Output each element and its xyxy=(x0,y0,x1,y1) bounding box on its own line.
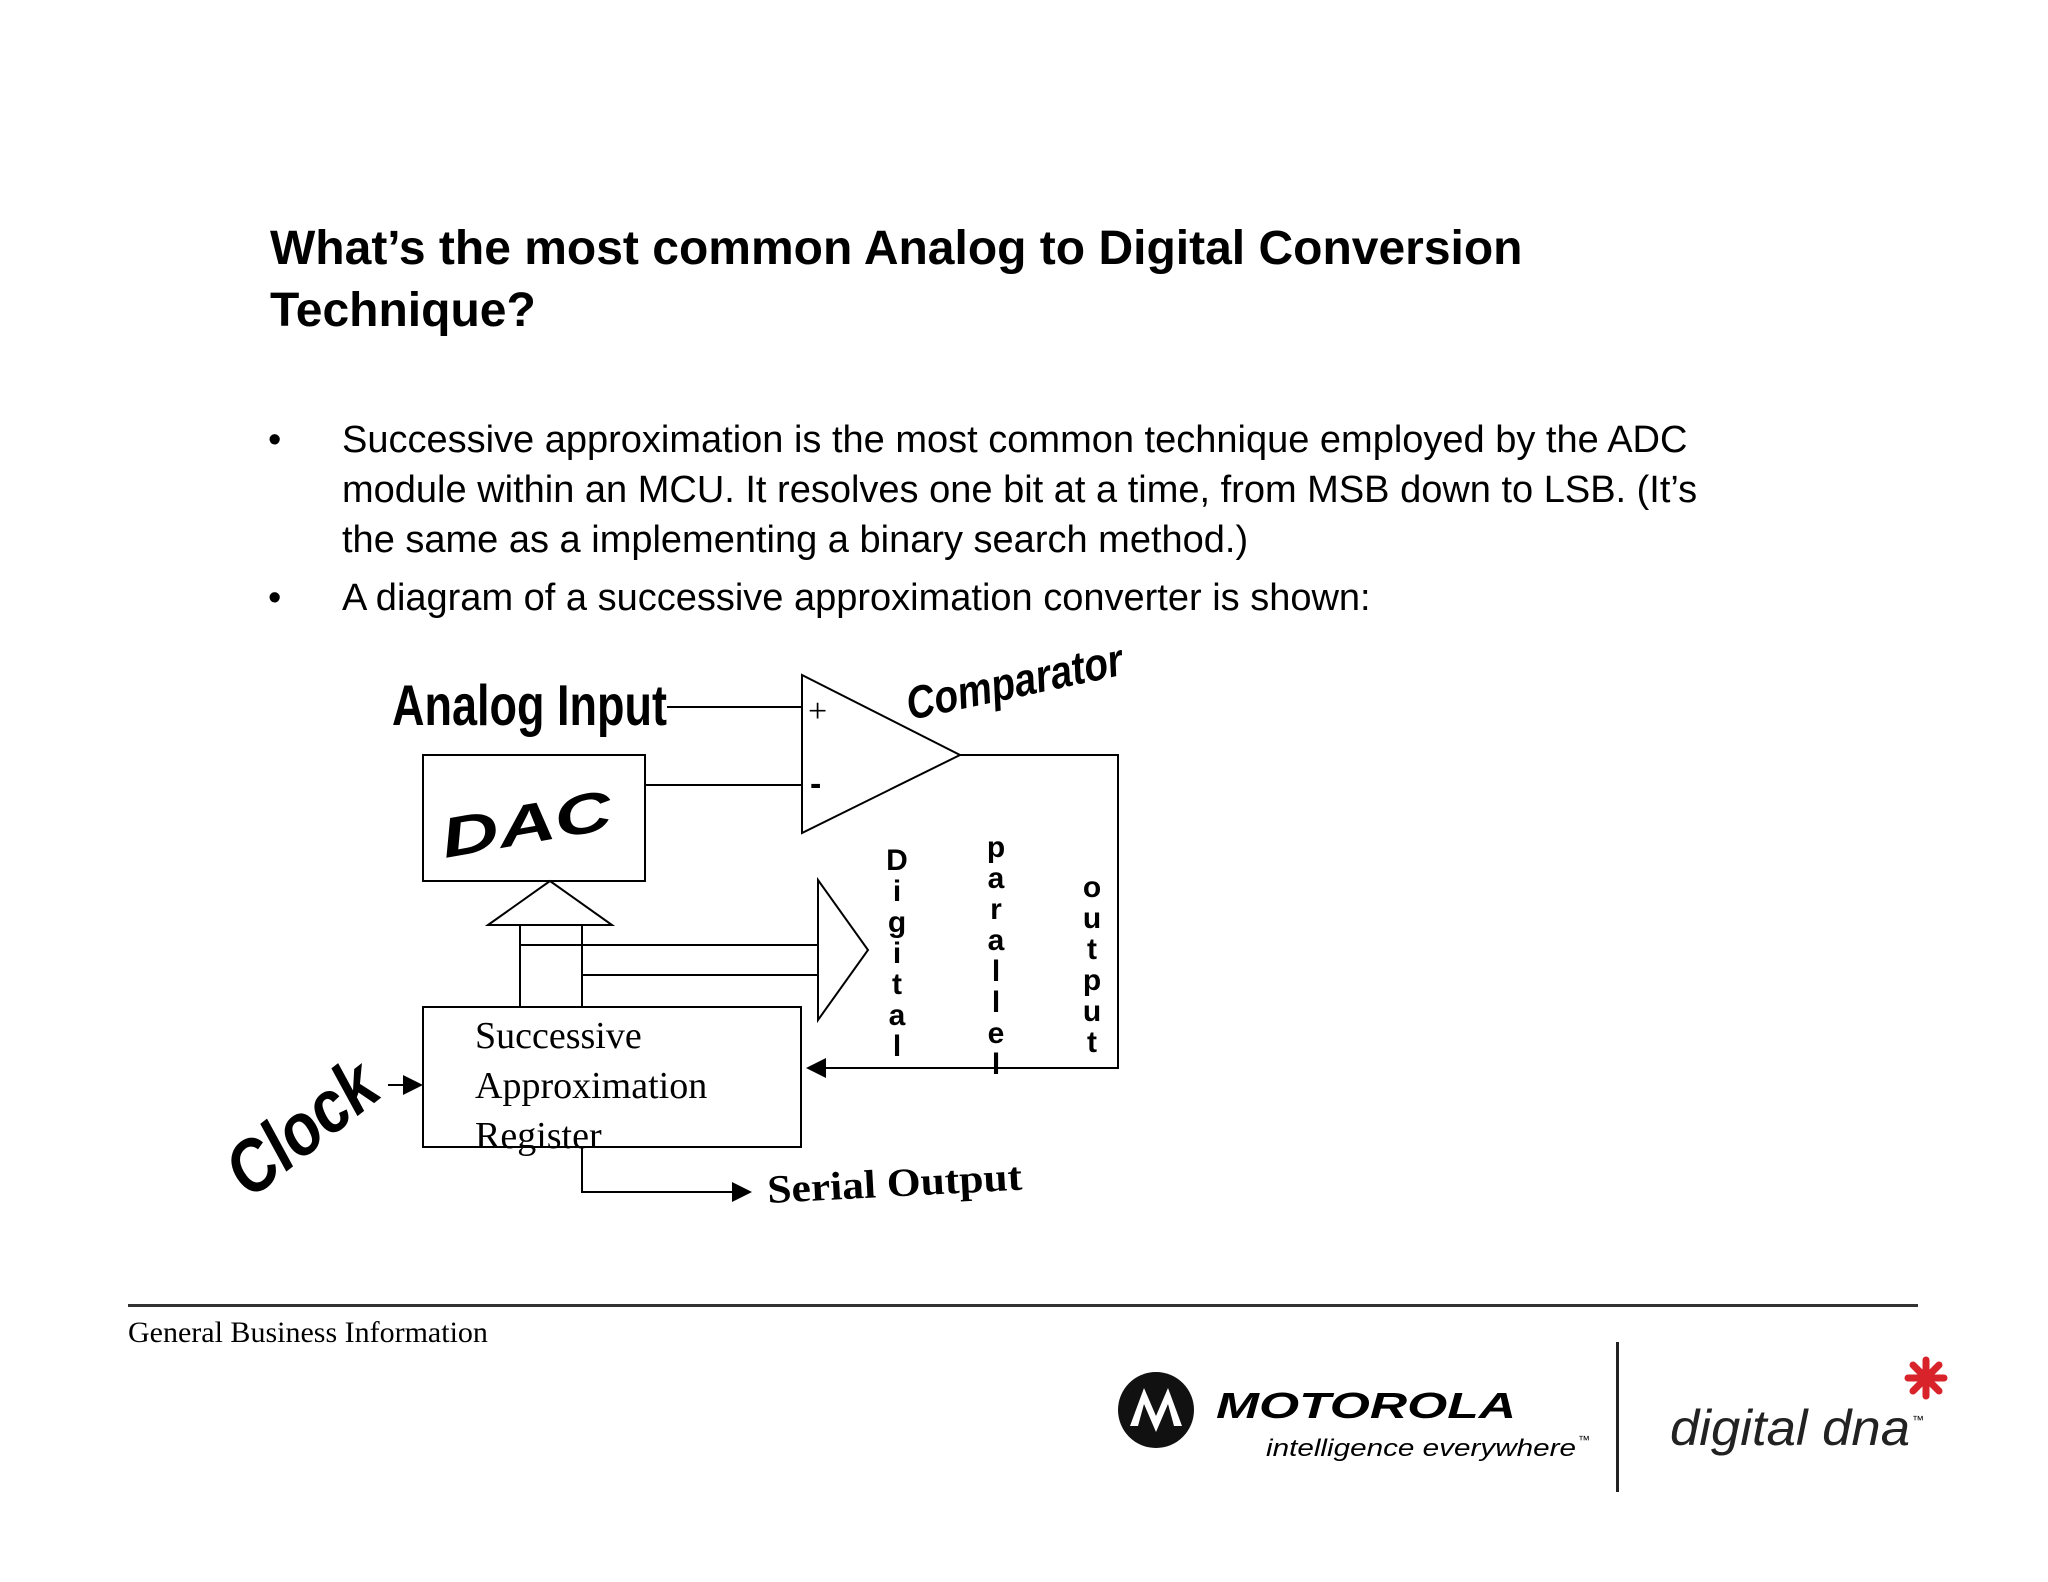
bullet-line: Successive approximation is the most common technique employed by the ADC xyxy=(342,419,1688,461)
sar-adc-diagram xyxy=(208,624,1168,1245)
bullet-item xyxy=(262,415,1902,565)
parallel-letter: l xyxy=(991,986,1001,1019)
output-letter: t xyxy=(1087,1026,1097,1059)
bullet-line: A diagram of a successive approximation converter is shown: xyxy=(342,577,1371,619)
digitaldna-logo xyxy=(1660,1350,1960,1460)
digital-letter: g xyxy=(887,906,907,939)
digital-letter: t xyxy=(892,968,902,1001)
serial-output-wire xyxy=(582,1147,750,1192)
digitaldna-wordmark: digital dna xyxy=(1670,1400,1910,1456)
parallel-letter: l xyxy=(991,955,1001,988)
digital-letter: a xyxy=(888,999,906,1032)
analog-input-label: Analog Input xyxy=(392,673,668,738)
output-letter: o xyxy=(1082,871,1102,904)
serial-output-label: Serial Output xyxy=(766,1154,1003,1212)
bullet-list xyxy=(262,415,1902,631)
parallel-label xyxy=(987,831,1005,1081)
motorola-tagline: intelligence everywhere xyxy=(1266,1435,1576,1462)
bus-arrow-to-output xyxy=(818,880,868,1020)
output-letter: p xyxy=(1082,964,1102,997)
bullet-item xyxy=(262,573,1902,623)
digital-label xyxy=(886,844,908,1063)
motorola-wordmark: MOTOROLA xyxy=(1216,1385,1516,1426)
slide-title xyxy=(270,218,1870,342)
sar-label-line: Successive xyxy=(475,1015,642,1057)
output-label xyxy=(1083,871,1101,1059)
parallel-letter: l xyxy=(991,1048,1001,1081)
parallel-letter: a xyxy=(987,924,1005,957)
comparator-minus: - xyxy=(810,765,822,803)
parallel-letter: a xyxy=(987,862,1005,895)
parallel-letter: p xyxy=(986,831,1006,864)
logo-divider xyxy=(1616,1342,1619,1492)
bullet-line: module within an MCU. It resolves one bit at a time, from MSB down to LSB. (It’s xyxy=(342,469,1698,511)
tagline-tm: ™ xyxy=(1578,1433,1590,1447)
dna-asterisk-icon xyxy=(1908,1360,1944,1396)
output-letter: u xyxy=(1082,995,1102,1028)
parallel-letter: r xyxy=(990,893,1002,926)
dac-label: DAC xyxy=(436,786,567,870)
bullet-line: the same as a implementing a binary search method.) xyxy=(342,519,1249,561)
clock-label: Clock xyxy=(208,1023,419,1213)
comparator-plus: + xyxy=(808,693,828,730)
bus-arrow-to-dac xyxy=(488,881,612,925)
title-line-1: What’s the most common Analog to Digital Conversion xyxy=(270,222,1523,275)
sar-label-line: Approximation xyxy=(475,1065,708,1107)
digital-letter: i xyxy=(892,875,902,908)
motorola-batwing-icon xyxy=(1118,1372,1194,1448)
digitaldna-tm: ™ xyxy=(1912,1413,1924,1427)
parallel-letter: e xyxy=(987,1017,1005,1050)
output-letter: u xyxy=(1082,902,1102,935)
motorola-logo xyxy=(1116,1370,1596,1470)
comparator-label: Comparator xyxy=(901,624,1168,730)
footer-divider xyxy=(128,1304,1918,1307)
digital-letter: i xyxy=(892,937,902,970)
output-letter: t xyxy=(1087,933,1097,966)
digital-letter: l xyxy=(892,1030,902,1063)
title-line-2: Technique? xyxy=(270,284,536,337)
digital-letter: D xyxy=(886,844,908,877)
bullet-marker: • xyxy=(268,577,282,619)
footer-text: General Business Information xyxy=(128,1316,488,1349)
bullet-marker: • xyxy=(268,419,282,461)
sar-label-line: Register xyxy=(475,1115,602,1157)
